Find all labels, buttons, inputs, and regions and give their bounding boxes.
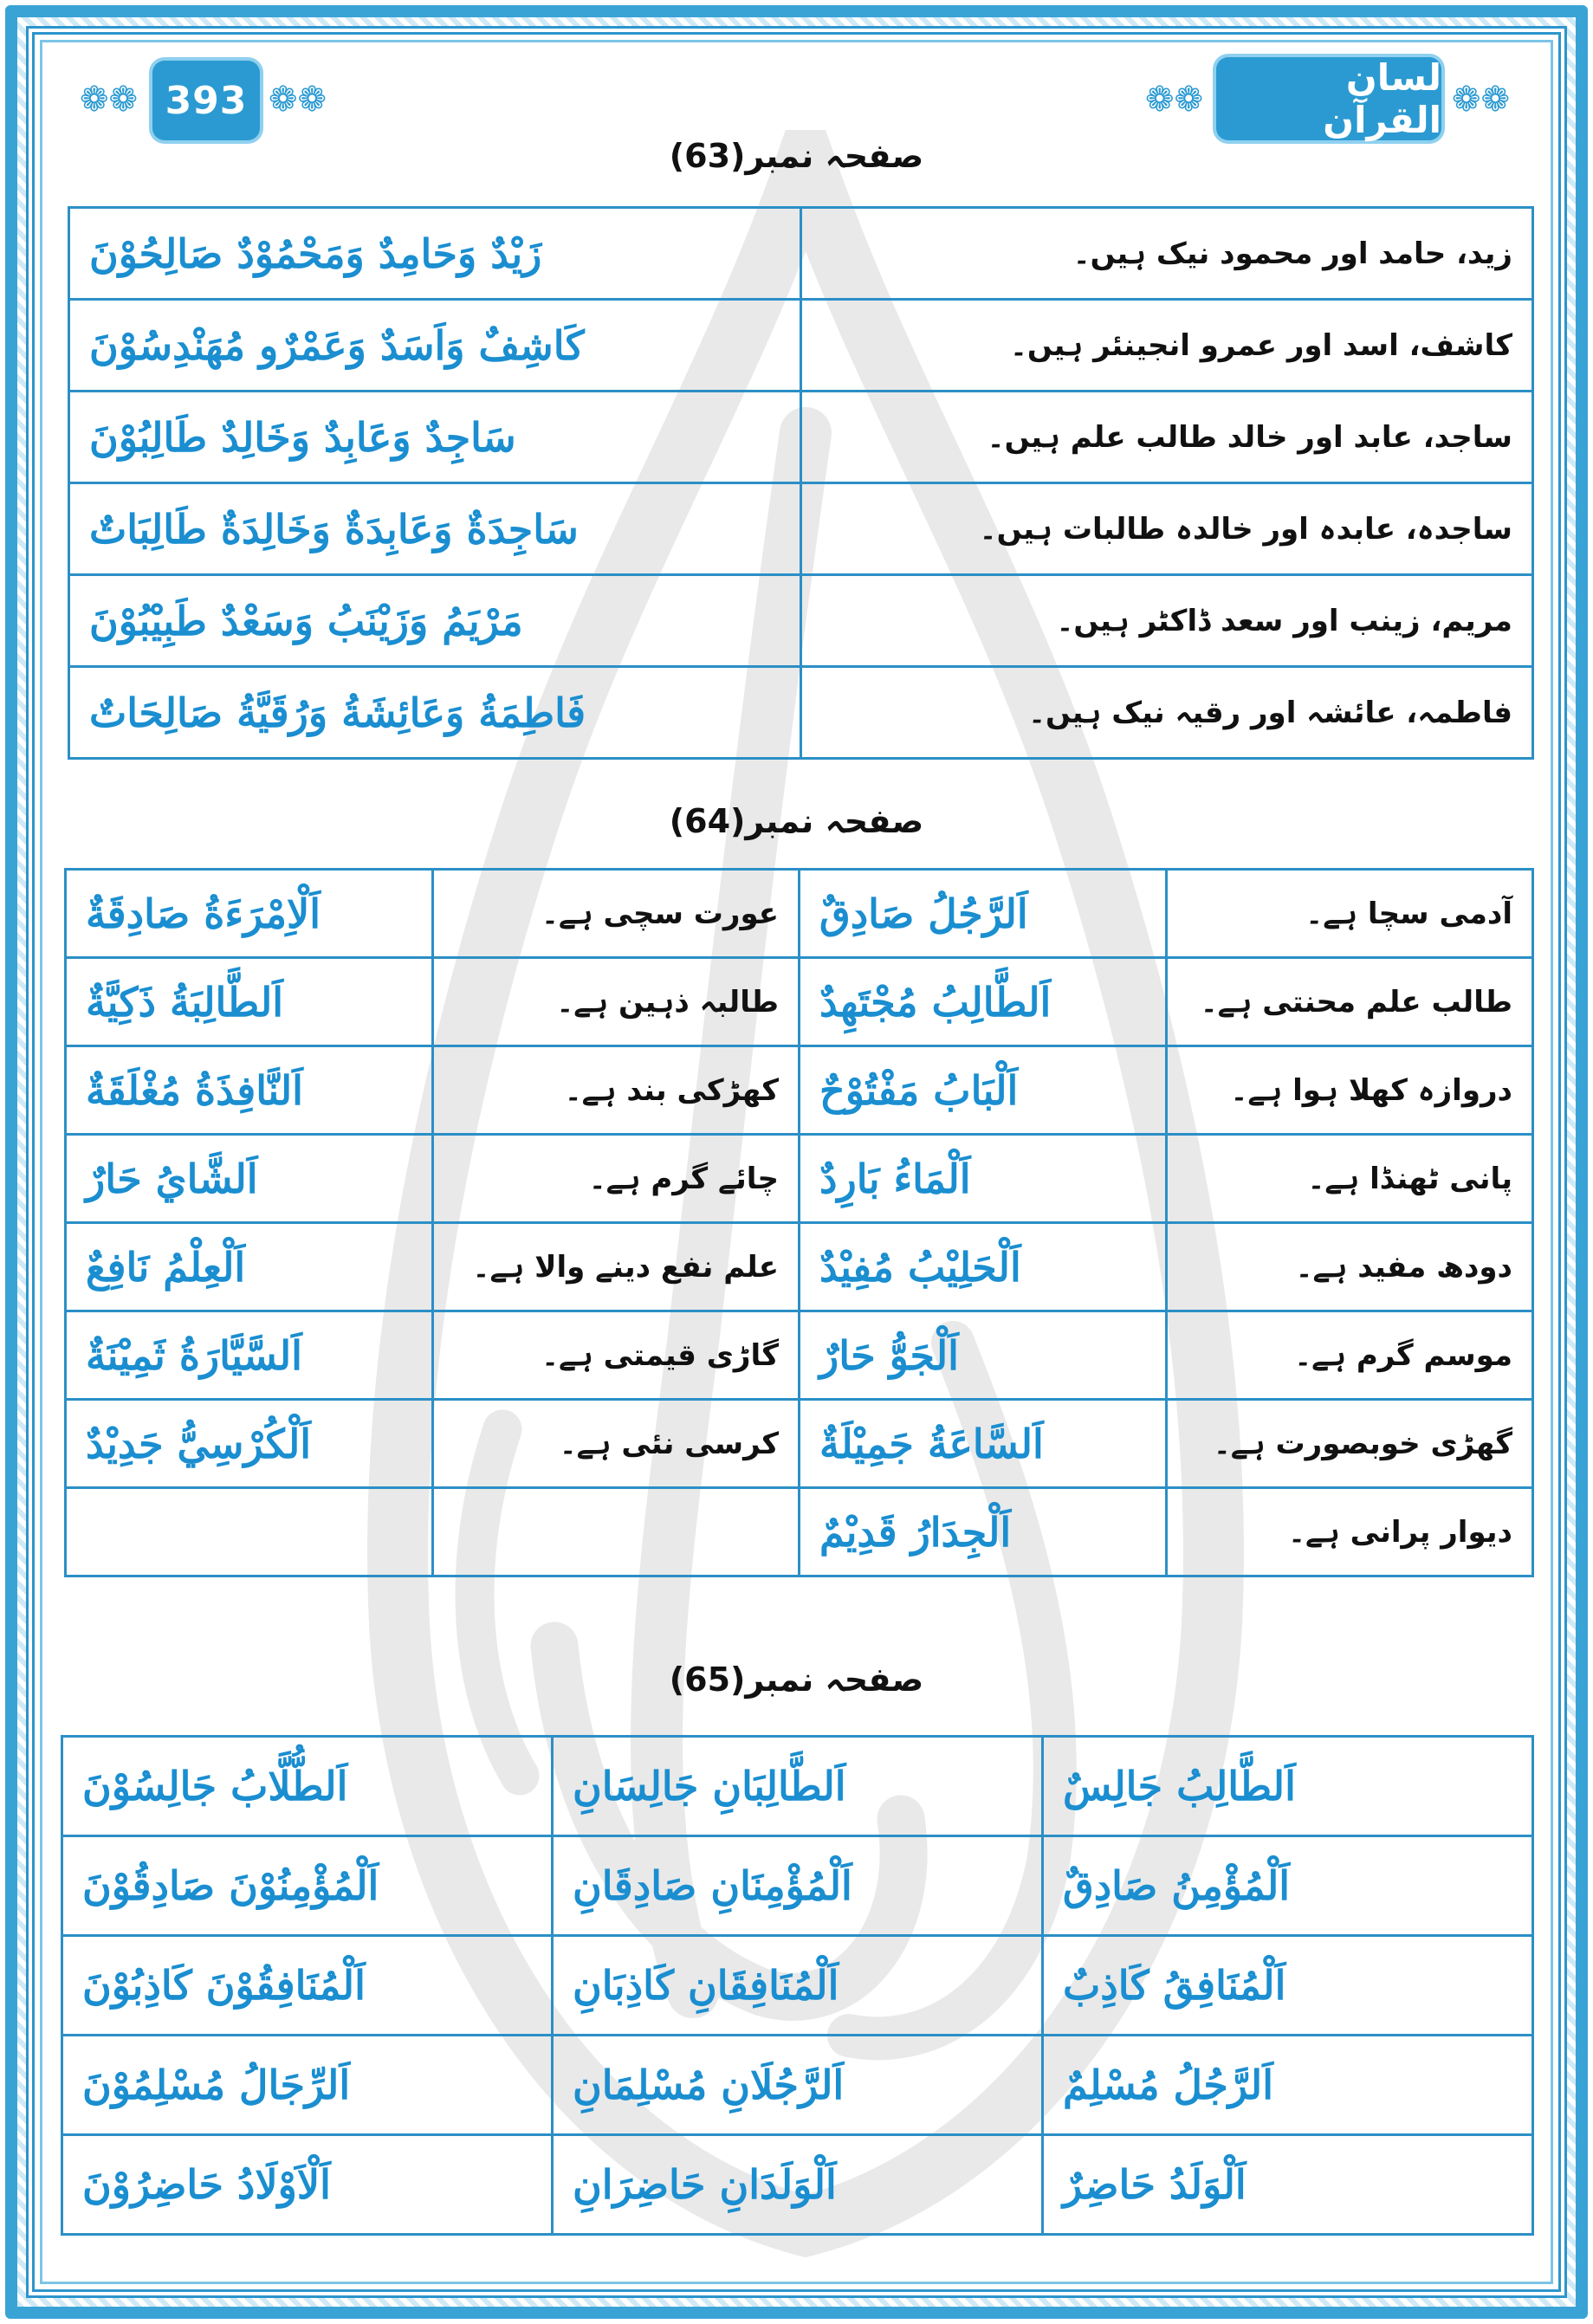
arabic-feminine-cell: اَلْاِمْرَءَةُ صَادِقَةٌ — [66, 870, 433, 958]
urdu-feminine-cell: کرسی نئی ہے۔ — [433, 1400, 800, 1488]
table-row — [62, 1936, 1533, 2036]
arabic-sentence-cell: زَيْدٌ وَحَامِدٌ وَمَحْمُوْدٌ صَالِحُوْنَ — [69, 208, 801, 300]
table-section-64 — [64, 868, 1534, 1577]
arabic-masculine-cell: اَلْجَوُّ حَارٌ — [800, 1311, 1167, 1400]
singular-cell: اَلْوَلَدُ حَاضِرٌ — [1043, 2135, 1533, 2235]
arabic-masculine-cell: اَلْمَاءُ بَارِدٌ — [800, 1135, 1167, 1223]
arabic-feminine-cell: اَلْكُرْسِيُّ جَدِيْدٌ — [66, 1400, 433, 1488]
arabic-sentence-cell: سَاجِدٌ وَعَابِدٌ وَخَالِدٌ طَالِبُوْنَ — [69, 392, 801, 483]
arabic-sentence-cell: سَاجِدَةٌ وَعَابِدَةٌ وَخَالِدَةٌ طَالِبَاتٌ — [69, 483, 801, 575]
singular-cell: اَلْمُؤْمِنُ صَادِقٌ — [1043, 1836, 1533, 1936]
urdu-masculine-cell: دیوار پرانی ہے۔ — [1167, 1488, 1533, 1576]
dual-cell: اَلْمُنَافِقَانِ كَاذِبَانِ — [553, 1936, 1043, 2036]
book-title-badge: لسان القرآن — [1216, 57, 1441, 140]
section-65-title: صفحہ نمبر(65) — [669, 1660, 924, 1699]
arabic-feminine-cell: اَلطَّالِبَةُ ذَكِيَّةٌ — [66, 958, 433, 1046]
urdu-feminine-cell: چائے گرم ہے۔ — [433, 1135, 800, 1223]
table-row — [66, 958, 1533, 1046]
plural-cell: اَلْاَوْلَادُ حَاضِرُوْنَ — [62, 2135, 553, 2235]
arabic-masculine-cell: اَلرَّجُلُ صَادِقٌ — [800, 870, 1167, 958]
table-row — [66, 1400, 1533, 1488]
table-row — [69, 300, 1533, 392]
singular-cell: اَلرَّجُلُ مُسْلِمٌ — [1043, 2036, 1533, 2135]
urdu-masculine-cell: پانی ٹھنڈا ہے۔ — [1167, 1135, 1533, 1223]
table-row — [69, 483, 1533, 575]
urdu-feminine-cell: کھڑکی بند ہے۔ — [433, 1046, 800, 1135]
table-section-65 — [61, 1735, 1534, 2236]
table-row — [66, 1046, 1533, 1135]
table-row — [66, 1135, 1533, 1223]
table-row — [62, 2036, 1533, 2135]
left-ornament-icon: ❁❁ — [80, 80, 139, 120]
urdu-masculine-cell: آدمی سچا ہے۔ — [1167, 870, 1533, 958]
singular-cell: اَلطَّالِبُ جَالِسٌ — [1043, 1737, 1533, 1836]
urdu-masculine-cell: دروازہ کھلا ہوا ہے۔ — [1167, 1046, 1533, 1135]
plural-cell: اَلطُّلَّابُ جَالِسُوْنَ — [62, 1737, 553, 1836]
section-63-title: صفحہ نمبر(63) — [669, 137, 924, 175]
urdu-feminine-cell: طالبہ ذہین ہے۔ — [433, 958, 800, 1046]
urdu-sentence-cell: ساجد، عابد اور خالد طالب علم ہیں۔ — [801, 392, 1533, 483]
urdu-masculine-cell: موسم گرم ہے۔ — [1167, 1311, 1533, 1400]
arabic-feminine-cell: اَلسَّيَّارَةُ ثَمِيْنَةٌ — [66, 1311, 433, 1400]
dual-cell: اَلْوَلَدَانِ حَاضِرَانِ — [553, 2135, 1043, 2235]
table-row — [69, 392, 1533, 483]
urdu-masculine-cell: دودھ مفید ہے۔ — [1167, 1223, 1533, 1311]
plural-cell: اَلرِّجَالُ مُسْلِمُوْنَ — [62, 2036, 553, 2135]
urdu-feminine-cell — [433, 1488, 800, 1576]
dual-cell: اَلطَّالِبَانِ جَالِسَانِ — [553, 1737, 1043, 1836]
urdu-feminine-cell: عورت سچی ہے۔ — [433, 870, 800, 958]
arabic-sentence-cell: فَاطِمَةُ وَعَائِشَةُ وَرُقَيَّةُ صَالِحَاتٌ — [69, 667, 801, 759]
urdu-masculine-cell: گھڑی خوبصورت ہے۔ — [1167, 1400, 1533, 1488]
arabic-masculine-cell: اَلطَّالِبُ مُجْتَهِدٌ — [800, 958, 1167, 1046]
urdu-sentence-cell: مریم، زینب اور سعد ڈاکٹر ہیں۔ — [801, 575, 1533, 667]
dual-cell: اَلْمُؤْمِنَانِ صَادِقَانِ — [553, 1836, 1043, 1936]
section-64-title: صفحہ نمبر(64) — [669, 802, 924, 840]
arabic-sentence-cell: كَاشِفٌ وَاَسَدٌ وَعَمْرٌو مُهَنْدِسُوْنَ — [69, 300, 801, 392]
table-row — [69, 575, 1533, 667]
singular-cell: اَلْمُنَافِقُ كَاذِبٌ — [1043, 1936, 1533, 2036]
arabic-masculine-cell: اَلْحَلِيْبُ مُفِيْدٌ — [800, 1223, 1167, 1311]
arabic-masculine-cell: اَلْجِدَارُ قَدِيْمٌ — [800, 1488, 1167, 1576]
urdu-sentence-cell: فاطمہ، عائشہ اور رقیہ نیک ہیں۔ — [801, 667, 1533, 759]
arabic-feminine-cell: اَلنَّافِذَةُ مُغْلَقَةٌ — [66, 1046, 433, 1135]
arabic-masculine-cell: اَلسَّاعَةُ جَمِيْلَةٌ — [800, 1400, 1167, 1488]
urdu-sentence-cell: زید، حامد اور محمود نیک ہیں۔ — [801, 208, 1533, 300]
arabic-feminine-cell: اَلشَّايُ حَارٌ — [66, 1135, 433, 1223]
table-row — [66, 1488, 1533, 1576]
left-ornament-icon-2: ❁❁ — [269, 80, 327, 120]
arabic-sentence-cell: مَرْيَمُ وَزَيْنَبُ وَسَعْدٌ طَبِيْبُوْنَ — [69, 575, 801, 667]
page-number-badge: 393 — [152, 61, 260, 140]
arabic-feminine-cell — [66, 1488, 433, 1576]
table-row — [66, 870, 1533, 958]
table-section-63 — [68, 206, 1534, 760]
table-row — [62, 1836, 1533, 1936]
urdu-sentence-cell: ساجدہ، عابدہ اور خالدہ طالبات ہیں۔ — [801, 483, 1533, 575]
table-row — [66, 1311, 1533, 1400]
urdu-sentence-cell: کاشف، اسد اور عمرو انجینئر ہیں۔ — [801, 300, 1533, 392]
urdu-masculine-cell: طالب علم محنتی ہے۔ — [1167, 958, 1533, 1046]
title-ornament-icon-left: ❁❁ — [1145, 80, 1204, 120]
arabic-feminine-cell: اَلْعِلْمُ نَافِعٌ — [66, 1223, 433, 1311]
table-row — [62, 1737, 1533, 1836]
table-row — [69, 667, 1533, 759]
urdu-feminine-cell: علم نفع دینے والا ہے۔ — [433, 1223, 800, 1311]
plural-cell: اَلْمُنَافِقُوْنَ كَاذِبُوْنَ — [62, 1936, 553, 2036]
dual-cell: اَلرَّجُلَانِ مُسْلِمَانِ — [553, 2036, 1043, 2135]
table-row — [62, 2135, 1533, 2235]
plural-cell: اَلْمُؤْمِنُوْنَ صَادِقُوْنَ — [62, 1836, 553, 1936]
title-ornament-icon-right: ❁❁ — [1452, 80, 1511, 120]
arabic-masculine-cell: اَلْبَابُ مَفْتُوْحٌ — [800, 1046, 1167, 1135]
table-row — [69, 208, 1533, 300]
table-row — [66, 1223, 1533, 1311]
urdu-feminine-cell: گاڑی قیمتی ہے۔ — [433, 1311, 800, 1400]
